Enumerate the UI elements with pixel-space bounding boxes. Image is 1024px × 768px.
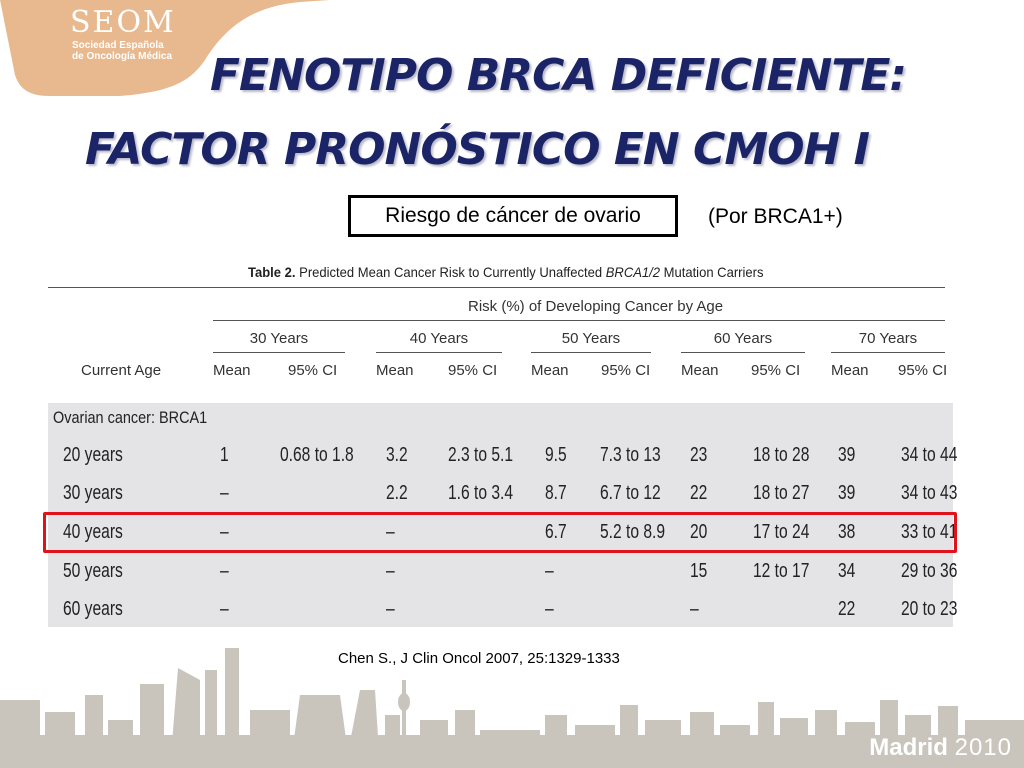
mean-cell: 39 <box>838 444 856 466</box>
logo-name: SEOM <box>70 5 176 40</box>
title-line1: FENOTIPO BRCA DEFICIENTE: <box>210 50 906 101</box>
risk-header: Risk (%) of Developing Cancer by Age <box>468 298 724 315</box>
mean-cell: – <box>690 598 699 620</box>
highlighted-row-frame <box>43 512 957 553</box>
mean-cell: 23 <box>690 444 708 466</box>
ci-header: 95% CI <box>898 362 948 379</box>
mean-cell: 20 <box>690 521 708 543</box>
footer-year: 2010 <box>954 734 1012 761</box>
mean-cell: 2.2 <box>386 482 408 504</box>
mean-cell: 34 <box>838 560 856 582</box>
age-group-rule <box>376 352 502 353</box>
table-top-rule <box>48 287 945 288</box>
logo-line1: Sociedad Española <box>72 40 164 51</box>
mean-cell: – <box>386 560 395 582</box>
ci-cell: 34 to 44 <box>901 444 958 466</box>
mean-cell: – <box>220 482 229 504</box>
title-line2: FACTOR PRONÓSTICO EN CMOH I <box>85 124 870 175</box>
ci-header: 95% CI <box>601 362 651 379</box>
mean-cell: 1 <box>220 444 229 466</box>
table-caption: Table 2. Predicted Mean Cancer Risk to Currently Unaffected BRCA1/2 Mutation Carriers <box>248 264 764 280</box>
age-group-rule <box>213 352 345 353</box>
footer-event-label <box>869 734 1012 762</box>
row-age-label: 30 years <box>63 482 123 504</box>
ci-cell: 18 to 27 <box>753 482 810 504</box>
mean-header: Mean <box>831 362 869 379</box>
ci-header: 95% CI <box>751 362 801 379</box>
ci-cell: 0.68 to 1.8 <box>280 444 354 466</box>
row-age-label: 20 years <box>63 444 123 466</box>
age-group-header: 50 Years <box>561 330 621 347</box>
mean-cell: 22 <box>690 482 708 504</box>
mean-cell: 39 <box>838 482 856 504</box>
mean-cell: – <box>220 560 229 582</box>
mean-header: Mean <box>531 362 569 379</box>
mean-cell: – <box>220 598 229 620</box>
citation: Chen S., J Clin Oncol 2007, 25:1329-1333 <box>338 650 620 667</box>
logo-line2: de Oncología Médica <box>72 51 173 62</box>
age-group-header: 60 Years <box>713 330 773 347</box>
ci-cell: 5.2 to 8.9 <box>600 521 666 543</box>
mean-cell: 9.5 <box>545 444 567 466</box>
mean-cell: 22 <box>838 598 856 620</box>
age-group-header: 40 Years <box>409 330 469 347</box>
row-age-label: 50 years <box>63 560 123 582</box>
age-group-header: 30 Years <box>249 330 309 347</box>
mean-cell: – <box>220 521 229 543</box>
mean-header: Mean <box>376 362 414 379</box>
ci-cell: 20 to 23 <box>901 598 958 620</box>
ci-cell: 18 to 28 <box>753 444 810 466</box>
mean-cell: – <box>545 598 554 620</box>
mean-cell: 8.7 <box>545 482 567 504</box>
age-group-rule <box>681 352 805 353</box>
ci-cell: 2.3 to 5.1 <box>448 444 514 466</box>
ci-cell: 1.6 to 3.4 <box>448 482 514 504</box>
mean-cell: – <box>386 598 395 620</box>
mean-header: Mean <box>681 362 719 379</box>
mean-header: Mean <box>213 362 251 379</box>
ci-cell: 12 to 17 <box>753 560 810 582</box>
risk-header-rule <box>213 320 945 321</box>
row-age-label: 40 years <box>63 521 123 543</box>
mean-cell: – <box>386 521 395 543</box>
age-group-header: 70 Years <box>858 330 918 347</box>
mean-cell: 3.2 <box>386 444 408 466</box>
risk-note: (Por BRCA1+) <box>708 205 843 228</box>
row-age-label: 60 years <box>63 598 123 620</box>
risk-label-box <box>348 195 678 237</box>
ci-cell: 29 to 36 <box>901 560 958 582</box>
mean-cell: 38 <box>838 521 856 543</box>
ci-cell: 6.7 to 12 <box>600 482 661 504</box>
age-group-rule <box>531 352 651 353</box>
risk-table-figure <box>48 258 958 628</box>
risk-label: Riesgo de cáncer de ovario <box>385 204 641 227</box>
current-age-header: Current Age <box>81 362 162 379</box>
age-group-rule <box>831 352 945 353</box>
section-label: Ovarian cancer: BRCA1 <box>53 408 208 427</box>
ci-cell: 34 to 43 <box>901 482 958 504</box>
ci-header: 95% CI <box>288 362 338 379</box>
ci-cell: 17 to 24 <box>753 521 810 543</box>
ci-cell: 7.3 to 13 <box>600 444 661 466</box>
mean-cell: 6.7 <box>545 521 567 543</box>
mean-cell: 15 <box>690 560 708 582</box>
footer-city: Madrid <box>869 734 948 761</box>
ci-cell: 33 to 41 <box>901 521 958 543</box>
ci-header: 95% CI <box>448 362 498 379</box>
mean-cell: – <box>545 560 554 582</box>
